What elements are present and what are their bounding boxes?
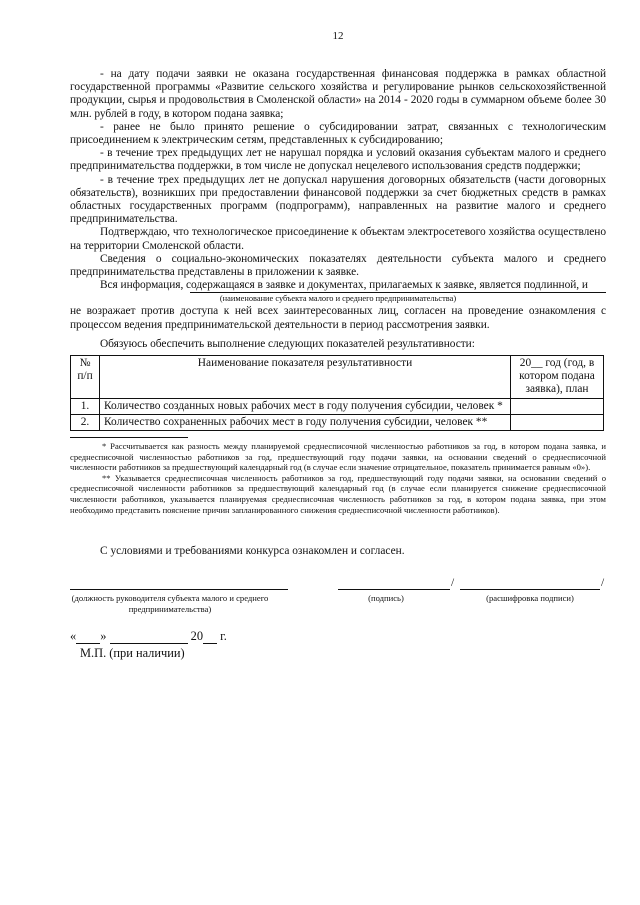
position-caption: (должность руководителя субъекта малого и среднего предпринимательства) [71,593,269,614]
condition-no-contract-violations: - в течение трех предыдущих лет не допускал нарушения договорных обязательств (части договорных обязательств), возникших при предоставлении финансовой поддержки за счет бюджетных средств в рамках областных государственных программ (подпрограмм), направленных на развитие малого и среднего предпринимательства. [70,173,606,226]
date-year-suffix: г. [220,629,227,644]
table-header-row [71,356,604,399]
decoding-line [460,589,600,590]
slash-left: / [451,577,455,590]
date-close-quote: » [100,629,107,644]
decoding-caption: (расшифровка подписи) [486,593,574,604]
authenticity-text: Вся информация, содержащаяся в заявке и документах, прилагаемых к заявке, является подлинной, и [100,279,588,292]
entity-name-caption: (наименование субъекта малого и среднего предпринимательства) [219,294,457,304]
consent-paragraph: не возражает против доступа к ней всех заинтересованных лиц, согласен на проведение ознакомления с процессом ведения предпринимательской деятельности в период рассмотрения заявки. [70,305,606,331]
condition-no-support-violations: - в течение трех предыдущих лет не нарушал порядка и условий оказания субъектам малого и среднего предпринимательства поддержки, в том числе не допускал нецелевого использования средств поддержки; [70,147,606,173]
row-plan-value[interactable] [511,398,604,414]
date-year-blank[interactable] [203,632,217,644]
signature-line [338,589,450,590]
obligation-paragraph: Обязуюсь обеспечить выполнение следующих показателей результативности: [100,337,475,350]
header-number: № п/п [71,356,100,399]
row-number: 2. [71,414,100,430]
table-row [71,414,604,430]
signature-block [70,577,606,614]
footnote-created-jobs: * Рассчитывается как разность между планируемой среднесписочной численностью работников за год, в котором подана заявка, и среднесписочной численностью работников за год, предшествующий году подачи заявки, на основании сведений о среднесписочной численности работников за предшествующий календарный год (в случае если значение отрицательное, показатель принимается равным «0»). [70,441,606,473]
condition-no-prior-subsidy: - ранее не было принято решение о субсидировании затрат, связанных с технологическим присоединением к электрическим сетям, представленных к субсидированию; [70,120,606,147]
condition-no-state-support: - на дату подачи заявки не оказана государственная финансовая поддержка в рамках областной государственной программы «Развитие сельского хозяйства и регулирование рынков сельскохозяйственной продукции, сырья и продовольствия в Смоленской области» на 2014 - 2020 годы в суммарном объеме более 30 млн. рублей в году, в котором подана заявка; [70,68,606,120]
date-month-blank[interactable] [110,632,188,644]
row-plan-value[interactable] [511,414,604,430]
row-indicator-name: Количество созданных новых рабочих мест в году получения субсидии, человек * [100,398,511,414]
page-number: 12 [332,30,344,42]
agreement-statement: С условиями и требованиями конкурса ознакомлен и согласен. [100,545,405,558]
signature-caption: (подпись) [368,593,404,604]
footnote-divider [70,437,188,438]
footnote-retained-jobs: ** Указывается среднесписочная численность работников за год, предшествующий году подачи заявки, на основании сведений о среднесписочной численности работников за предшествующий календарный год (в случае если планируется снижение среднесписочной численности работников, указывается планируемая среднесписочная численность работников за год, в котором подана заявка, при этом необходимо представить пояснение причин запланированного снижения среднесписочной численности работников). [70,472,606,515]
confirmation-paragraph: Подтверждаю, что технологическое присоединение к объектам электросетевого хозяйства осуществлено на территории Смоленской области. [70,226,606,252]
slash-right: / [601,577,605,590]
row-number: 1. [71,398,100,414]
entity-name-line [190,292,606,293]
header-plan-year: 20__ год (год, в котором подана заявка), план [511,356,604,399]
date-day-blank[interactable] [76,632,100,644]
date-open-quote: « [70,629,77,644]
row-indicator-name: Количество сохраненных рабочих мест в году получения субсидии, человек ** [100,414,511,430]
socioeconomic-info-paragraph: Сведения о социально-экономических показателях деятельности субъекта малого и среднего предпринимательства представлены в приложении к заявке. [70,252,606,279]
table-row [71,398,604,414]
header-indicator-name: Наименование показателя результативности [100,356,511,399]
date-year-prefix: 20 [190,629,204,644]
position-line [70,589,288,590]
date-field [70,629,606,644]
authenticity-paragraph [70,279,606,292]
stamp-label: М.П. (при наличии) [80,646,185,661]
performance-indicators-table [70,355,604,431]
